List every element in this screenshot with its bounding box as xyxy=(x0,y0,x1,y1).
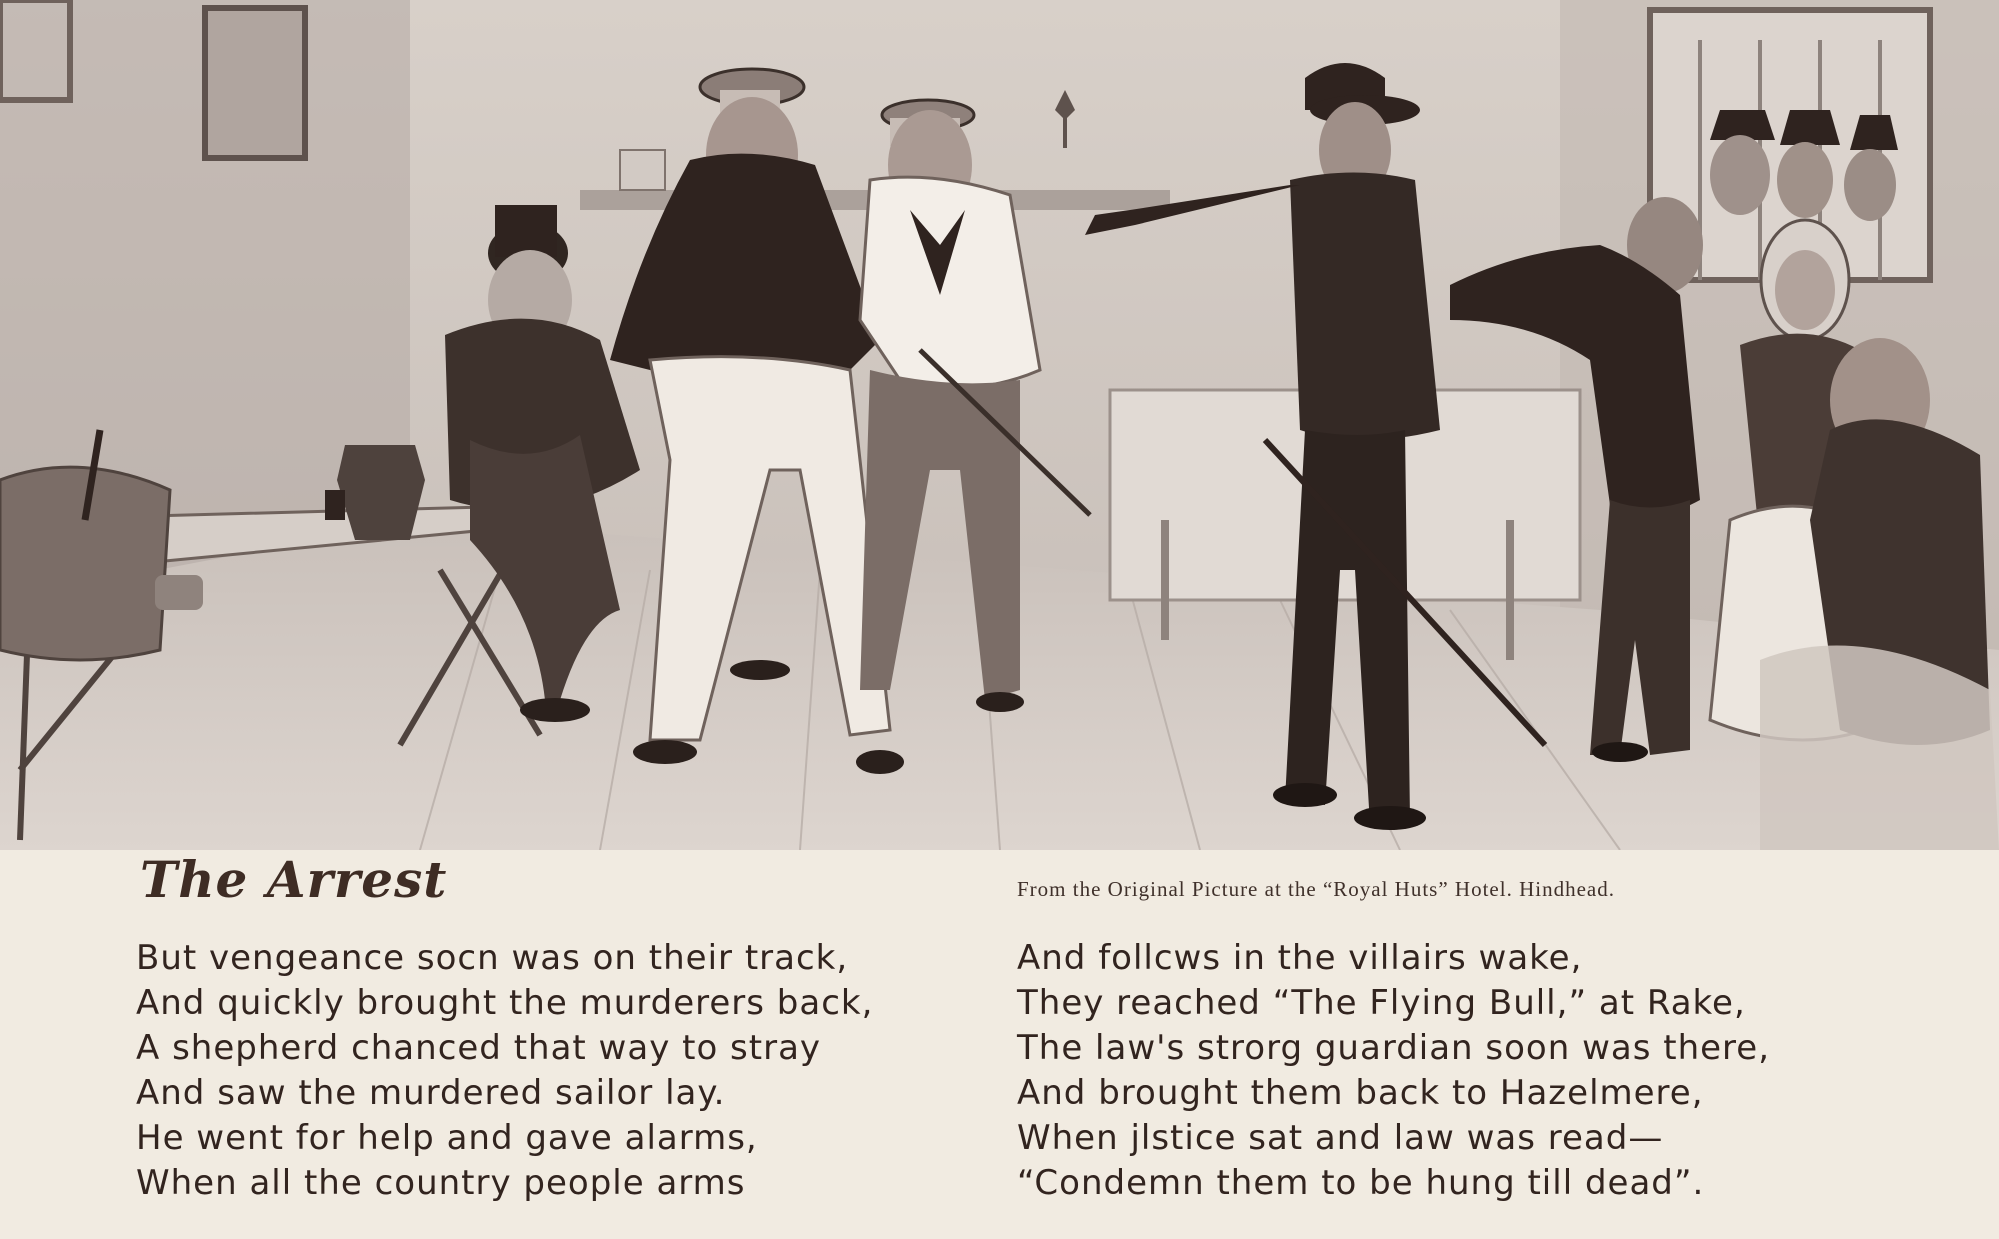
verse-right-line-3: The law's strorg guardian soon was there, xyxy=(1017,1028,1771,1068)
verse-right-column xyxy=(1017,936,1770,1206)
picture-source-note: From the Original Picture at the “Royal Huts” Hotel. Hindhead. xyxy=(1017,877,1615,901)
verse-left-line-2: And quickly brought the murderers back, xyxy=(136,983,874,1023)
verse-right-line-6: “Condemn them to be hung till dead”. xyxy=(1017,1163,1705,1203)
verse-right-line-2: They reached “The Flying Bull,” at Rake, xyxy=(1017,983,1746,1023)
verse-left-line-3: A shepherd chanced that way to stray xyxy=(136,1028,822,1068)
verse-left-line-5: He went for help and gave alarms, xyxy=(136,1118,758,1158)
verse-left-column xyxy=(136,936,873,1206)
verse-left-line-4: And saw the murdered sailor lay. xyxy=(136,1073,726,1113)
caption-title: The Arrest xyxy=(140,850,448,909)
verse-left-line-1: But vengeance socn was on their track, xyxy=(136,938,849,978)
verse-right-line-5: When jlstice sat and law was read— xyxy=(1017,1118,1664,1158)
verse-right-line-1: And follcws in the villairs wake, xyxy=(1017,938,1583,978)
verse-left-line-6: When all the country people arms xyxy=(136,1163,746,1203)
verse-right-line-4: And brought them back to Hazelmere, xyxy=(1017,1073,1704,1113)
